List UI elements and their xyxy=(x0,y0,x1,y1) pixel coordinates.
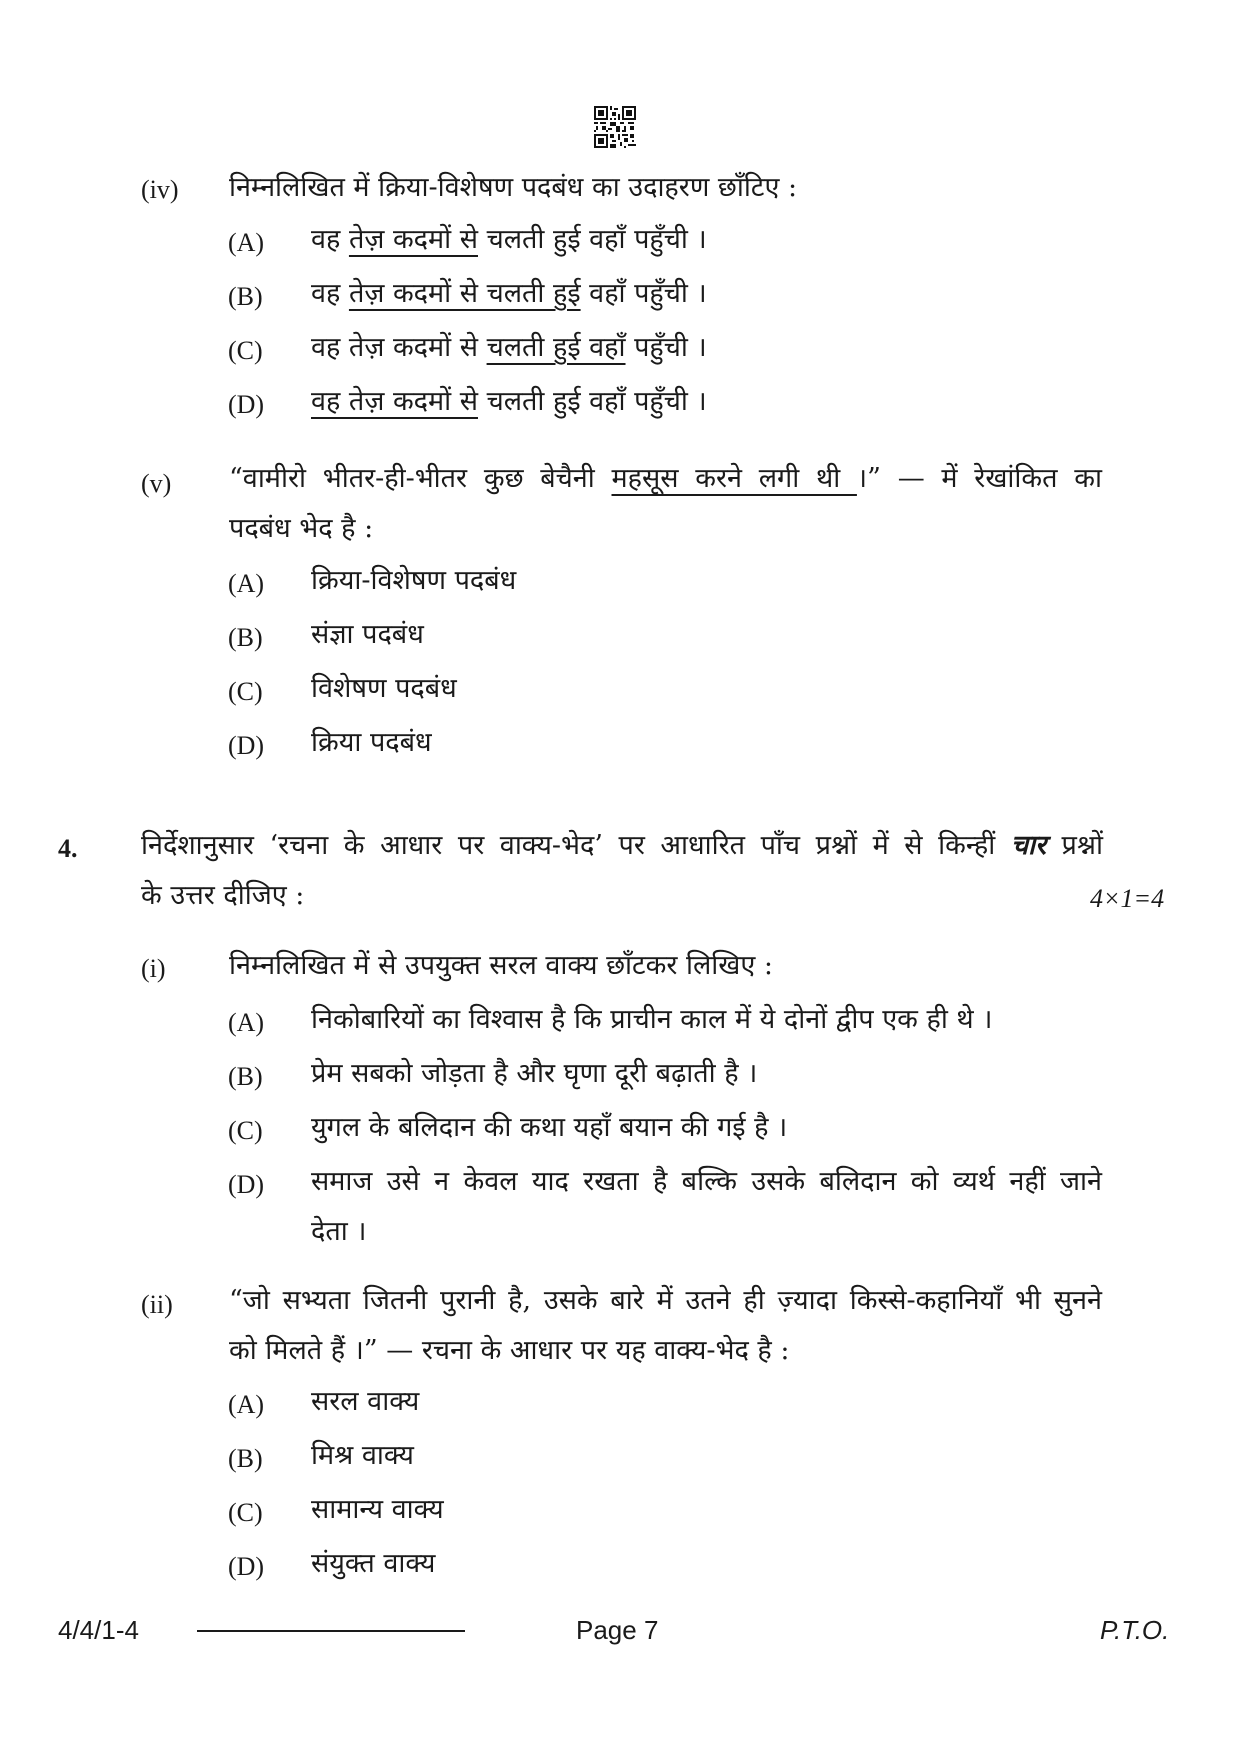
option-v-c-label: (C) xyxy=(228,677,263,706)
emphasis-word: चार xyxy=(1010,830,1046,861)
option-iv-d-label: (D) xyxy=(228,390,265,419)
option-i-b-text: प्रेम सबको जोड़ता है और घृणा दूरी बढ़ाती है । xyxy=(311,1058,758,1089)
question-ii-text: “जो सभ्यता जितनी पुरानी है, उसके बारे में उतने ही ज़्यादा किस्से-कहानियाँ भी सुनने xyxy=(229,1285,1102,1316)
option-iv-c-label: (C) xyxy=(228,336,263,365)
option-ii-c-label: (C) xyxy=(228,1498,263,1527)
footer-paper-code: 4/4/1-4 xyxy=(58,1615,139,1645)
question-v-text: “वामीरो भीतर-ही-भीतर कुछ बेचैनी महसूस करने लगी थी ।” — में रेखांकित का xyxy=(229,463,1102,494)
question-4-marks: 4×1=4 xyxy=(1090,884,1165,913)
option-iv-b-label: (B) xyxy=(228,282,263,311)
question-4-instruction-line2: के उत्तर दीजिए : xyxy=(141,880,305,911)
question-i-label: (i) xyxy=(141,954,166,983)
option-ii-a-label: (A) xyxy=(228,1390,265,1419)
underlined-phrase: वह तेज़ कदमों से xyxy=(311,386,478,417)
option-i-a-text: निकोबारियों का विश्वास है कि प्राचीन काल में ये दोनों द्वीप एक ही थे । xyxy=(311,1004,993,1035)
option-v-b-label: (B) xyxy=(228,623,263,652)
option-iv-a-text: वह तेज़ कदमों से चलती हुई वहाँ पहुँची । xyxy=(311,224,707,255)
option-v-a-text: क्रिया-विशेषण पदबंध xyxy=(311,565,517,596)
option-i-d-label: (D) xyxy=(228,1170,265,1199)
option-ii-b-text: मिश्र वाक्य xyxy=(311,1440,414,1471)
question-4-number: 4. xyxy=(58,834,78,863)
option-iv-c-text: वह तेज़ कदमों से चलती हुई वहाँ पहुँची । xyxy=(311,332,707,363)
option-v-a-label: (A) xyxy=(228,569,265,598)
underlined-phrase: महसूस करने लगी थी xyxy=(611,463,857,494)
footer-divider xyxy=(197,1630,465,1632)
underlined-phrase: चलती हुई वहाँ xyxy=(486,332,626,363)
question-ii-text-line2: को मिलते हैं ।” — रचना के आधार पर यह वाक्य-भेद है : xyxy=(229,1335,790,1366)
option-i-a-label: (A) xyxy=(228,1008,265,1037)
option-i-d-text-line2: देता । xyxy=(311,1216,367,1247)
question-ii-label: (ii) xyxy=(141,1290,173,1319)
option-iv-a-label: (A) xyxy=(228,228,265,257)
option-ii-b-label: (B) xyxy=(228,1444,263,1473)
option-v-b-text: संज्ञा पदबंध xyxy=(311,619,424,650)
option-ii-d-label: (D) xyxy=(228,1552,265,1581)
question-iv-label: (iv) xyxy=(141,175,179,204)
option-iv-d-text: वह तेज़ कदमों से चलती हुई वहाँ पहुँची । xyxy=(311,386,707,417)
question-4-instruction: निर्देशानुसार ‘रचना के आधार पर वाक्य-भेद’ पर आधारित पाँच प्रश्नों में से किन्हीं चार प्रश्नों xyxy=(141,830,1103,861)
option-iv-b-text: वह तेज़ कदमों से चलती हुई वहाँ पहुँची । xyxy=(311,278,707,309)
qr-code xyxy=(594,106,636,148)
question-v-label: (v) xyxy=(141,469,172,498)
option-i-d-text: समाज उसे न केवल याद रखता है बल्कि उसके बलिदान को व्यर्थ नहीं जाने xyxy=(311,1166,1102,1197)
option-v-d-label: (D) xyxy=(228,731,265,760)
option-v-c-text: विशेषण पदबंध xyxy=(311,673,457,704)
option-i-c-text: युगल के बलिदान की कथा यहाँ बयान की गई है । xyxy=(311,1112,788,1143)
option-i-c-label: (C) xyxy=(228,1116,263,1145)
option-v-d-text: क्रिया पदबंध xyxy=(311,727,432,758)
option-ii-c-text: सामान्य वाक्य xyxy=(311,1494,444,1525)
footer-page-number: Page 7 xyxy=(576,1615,659,1645)
question-iv-text: निम्नलिखित में क्रिया-विशेषण पदबंध का उदाहरण छाँटिए : xyxy=(229,172,798,203)
underlined-phrase: तेज़ कदमों से चलती हुई xyxy=(348,278,581,309)
option-ii-d-text: संयुक्त वाक्य xyxy=(311,1548,436,1579)
question-v-text-line2: पदबंध भेद है : xyxy=(229,513,374,544)
footer-pto: P.T.O. xyxy=(1100,1615,1170,1645)
question-i-text: निम्नलिखित में से उपयुक्त सरल वाक्य छाँटकर लिखिए : xyxy=(229,950,773,981)
underlined-phrase: तेज़ कदमों से xyxy=(348,224,478,255)
option-i-b-label: (B) xyxy=(228,1062,263,1091)
option-ii-a-text: सरल वाक्य xyxy=(311,1386,420,1417)
